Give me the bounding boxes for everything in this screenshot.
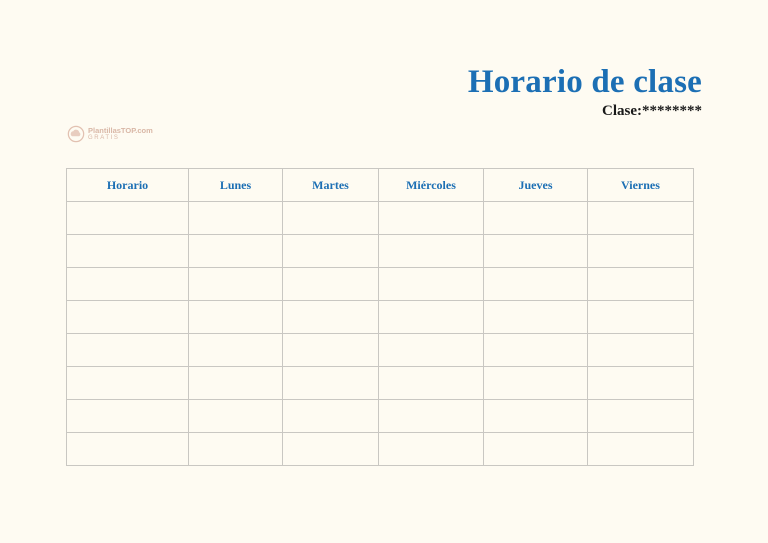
table-header-row — [67, 169, 694, 202]
table-cell — [283, 433, 379, 466]
table-cell — [588, 433, 694, 466]
logo-name: PlantillasTOP.com — [88, 125, 153, 135]
table-cell — [189, 235, 283, 268]
table-row — [67, 301, 694, 334]
schedule-table — [66, 168, 694, 466]
table-cell — [588, 334, 694, 367]
logo-tagline: GRATIS — [88, 135, 120, 142]
table-cell — [67, 202, 189, 235]
table-cell — [588, 235, 694, 268]
table-cell — [379, 400, 484, 433]
table-cell — [67, 433, 189, 466]
table-cell — [283, 400, 379, 433]
table-cell — [67, 367, 189, 400]
table-cell — [67, 268, 189, 301]
brand-logo — [67, 125, 153, 143]
cloud-logo-icon — [67, 125, 85, 143]
page-title: Horario de clase — [467, 64, 702, 100]
table-cell — [67, 400, 189, 433]
table-cell — [189, 301, 283, 334]
table-cell — [588, 367, 694, 400]
table-row — [67, 334, 694, 367]
table-cell — [379, 268, 484, 301]
table-cell — [379, 301, 484, 334]
table-cell — [283, 367, 379, 400]
table-cell — [484, 202, 588, 235]
table-cell — [67, 235, 189, 268]
table-row — [67, 202, 694, 235]
table-cell — [379, 433, 484, 466]
table-cell — [484, 433, 588, 466]
table-cell — [189, 202, 283, 235]
table-cell — [379, 235, 484, 268]
table-row — [67, 433, 694, 466]
table-cell — [67, 301, 189, 334]
column-header-jueves: Jueves — [484, 169, 588, 202]
table-row — [67, 235, 694, 268]
table-cell — [189, 400, 283, 433]
table-cell — [379, 202, 484, 235]
table-cell — [283, 301, 379, 334]
table-cell — [588, 301, 694, 334]
table-row — [67, 367, 694, 400]
table-cell — [283, 202, 379, 235]
table-cell — [283, 235, 379, 268]
table-row — [67, 268, 694, 301]
table-cell — [379, 367, 484, 400]
table-cell — [484, 235, 588, 268]
column-header-horario: Horario — [67, 169, 189, 202]
column-header-lunes: Lunes — [189, 169, 283, 202]
column-header-viernes: Viernes — [588, 169, 694, 202]
table-cell — [588, 202, 694, 235]
table-cell — [484, 367, 588, 400]
class-label: Clase:******** — [602, 103, 702, 119]
table-cell — [189, 433, 283, 466]
table-cell — [588, 400, 694, 433]
table-cell — [189, 367, 283, 400]
table-cell — [283, 268, 379, 301]
table-cell — [484, 400, 588, 433]
column-header-miercoles: Miércoles — [379, 169, 484, 202]
table-cell — [189, 268, 283, 301]
table-cell — [379, 334, 484, 367]
column-header-martes: Martes — [283, 169, 379, 202]
table-cell — [484, 301, 588, 334]
table-cell — [484, 334, 588, 367]
table-cell — [588, 268, 694, 301]
schedule-body — [67, 202, 694, 466]
table-cell — [484, 268, 588, 301]
table-row — [67, 400, 694, 433]
table-cell — [67, 334, 189, 367]
table-cell — [283, 334, 379, 367]
table-cell — [189, 334, 283, 367]
